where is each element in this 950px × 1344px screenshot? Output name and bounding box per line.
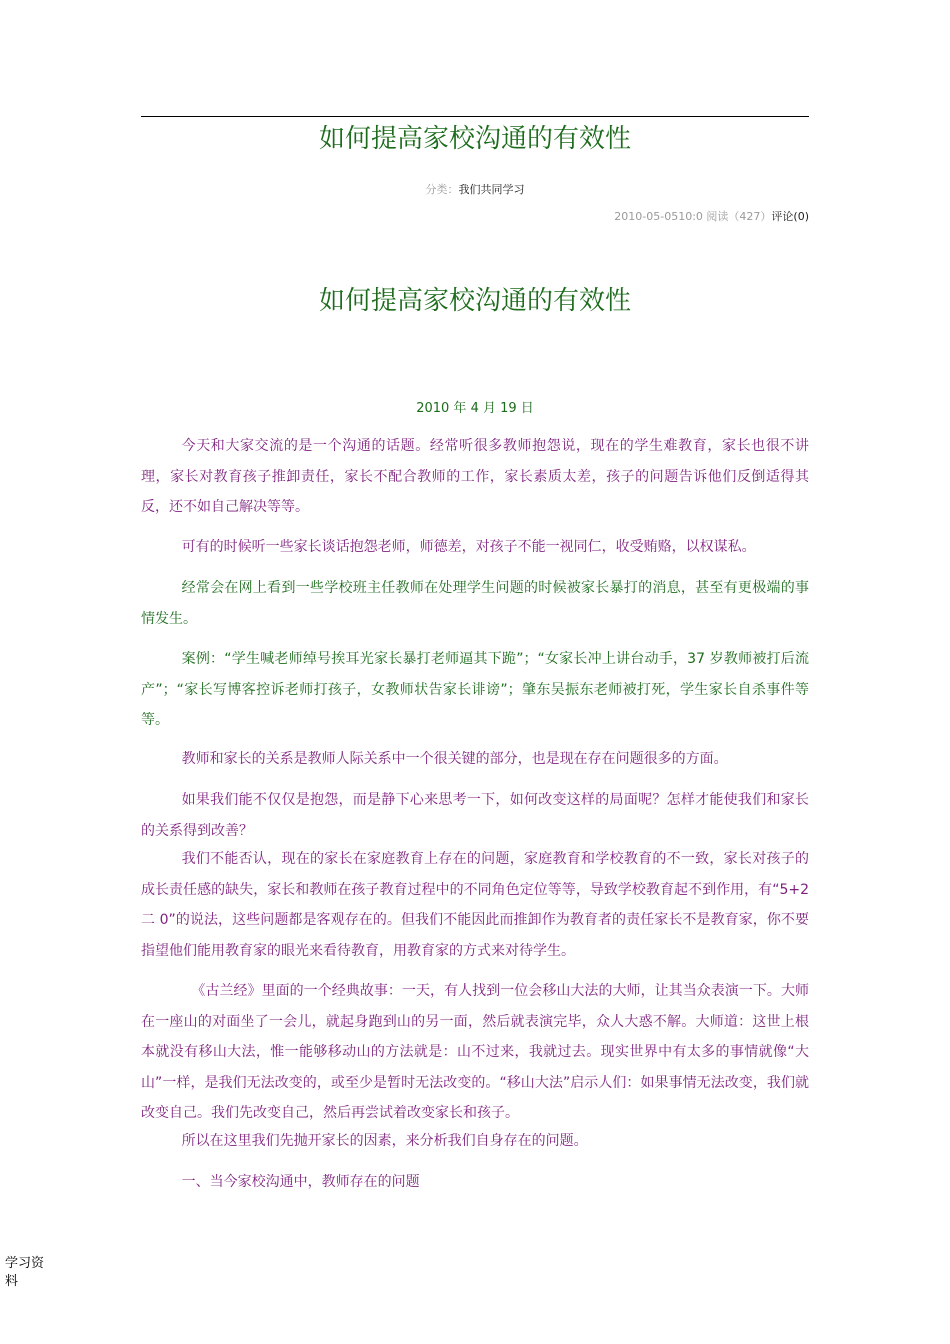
post-meta — [614, 208, 809, 224]
page-title: 如何提高家校沟通的有效性 — [318, 124, 631, 154]
paragraph: 《古兰经》里面的一个经典故事：一天，有人找到一位会移山大法的大师，让其当众表演一下。大师在一座山的对面坐了一会儿，就起身跑到山的另一面，然后就表演完毕，众人大惑不解。大师道：这世上根本就没有移山大法，惟一能够移动山的方法就是：山不过来，我就过去。现实世界中有太多的事情就像“大山”一样，是我们无法改变的，或至少是暂时无法改变的。“移山大法”启示人们：如果事情无法改变，我们就改变自己。我们先改变自己，然后再尝试着改变家长和孩子。 — [141, 983, 809, 1121]
post-info: 2010-05-0510:0 阅读（427） — [614, 210, 772, 223]
paragraph: 可有的时候听一些家长谈话抱怨老师，师德差，对孩子不能一视同仁，收受贿赂，以权谋私。 — [181, 539, 756, 555]
paragraph: 如果我们能不仅仅是抱怨，而是静下心来思考一下，如何改变这样的局面呢？怎样才能使我们和家长的关系得到改善？ — [141, 792, 809, 839]
comments-link[interactable]: 评论(0) — [771, 210, 809, 223]
paragraph: 我们不能否认，现在的家长在家庭教育上存在的问题，家庭教育和学校教育的不一致，家长对孩子的成长责任感的缺失，家长和教师在孩子教育过程中的不同角色定位等等，导致学校教育起不到作用，有“5+2 二 0”的说法，这些问题都是客观存在的。但我们不能因此而推卸作为教育者的责任家长不是教育家，你不要指望他们能用教育家的眼光来看待教育，用教育家的方式来对待学生。 — [141, 851, 809, 959]
category-line — [141, 181, 809, 197]
category-label: 分类： — [425, 183, 459, 196]
top-rule — [141, 116, 809, 117]
footer-note: 学习资料 — [5, 1256, 45, 1289]
paragraph: 经常会在网上看到一些学校班主任教师在处理学生问题的时候被家长暴打的消息，甚至有更极端的事情发生。 — [141, 580, 809, 627]
article-title: 如何提高家校沟通的有效性 — [318, 286, 631, 316]
category-link[interactable]: 我们共同学习 — [458, 183, 525, 196]
paragraph: 案例：“学生喊老师绰号挨耳光家长暴打老师逼其下跪”；“女家长冲上讲台动手，37 岁教师被打后流产”；“家长写博客控诉老师打孩子，女教师状告家长诽谤”；肇东吴振东老师被打死，学生家长自杀事件等等。 — [141, 651, 809, 728]
paragraph: 今天和大家交流的是一个沟通的话题。经常听很多教师抱怨说，现在的学生难教育，家长也很不讲理，家长对教育孩子推卸责任，家长不配合教师的工作，家长素质太差，孩子的问题告诉他们反倒适得其反，还不如自己解决等等。 — [141, 438, 809, 515]
section-heading: 一、当今家校沟通中，教师存在的问题 — [181, 1174, 420, 1190]
article-date: 2010 年 4 月 19 日 — [416, 401, 534, 416]
paragraph: 所以在这里我们先抛开家长的因素，来分析我们自身存在的问题。 — [181, 1133, 588, 1149]
paragraph: 教师和家长的关系是教师人际关系中一个很关键的部分，也是现在存在问题很多的方面。 — [181, 751, 728, 767]
